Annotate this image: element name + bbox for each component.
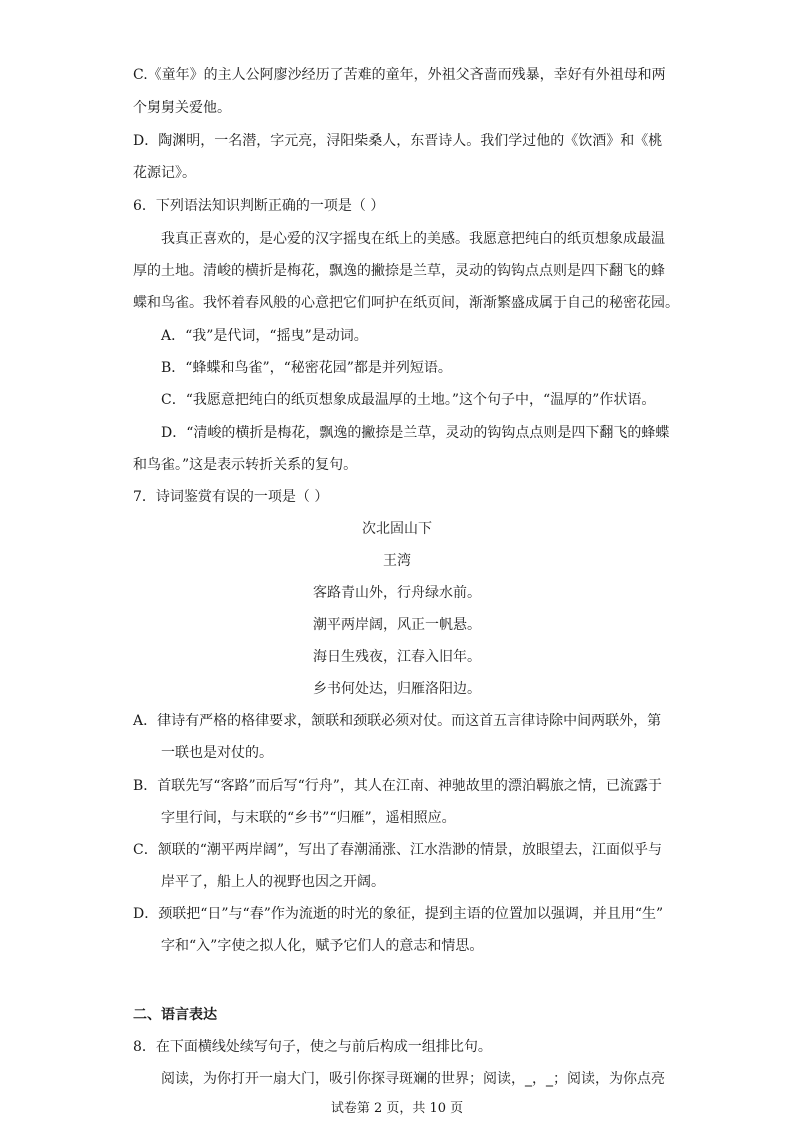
q5-option-d-line1: D．陶渊明，一名潜，字元亮，浔阳柴桑人，东晋诗人。我们学过他的《饮酒》和《桃 [133,133,663,149]
q5-option-c-line1: C.《童年》的主人公阿廖沙经历了苦难的童年，外祖父吝啬而残暴，幸好有外祖母和两 [133,67,666,83]
section-heading: 二、语言表达 [133,1007,217,1023]
poem-line-1: 客路青山外，行舟绿水前。 [313,585,481,601]
q6-passage-line2: 厚的土地。清峻的横折是梅花，飘逸的撇捺是兰草，灵动的钩钩点点则是四下翻飞的蜂 [133,263,665,279]
q6-passage-line3: 蝶和鸟雀。我怀着春风般的心意把它们呵护在纸页间，渐渐繁盛成属于自己的秘密花园。 [133,295,679,311]
q7-option-d-line2: 字和“入”字使之拟人化，赋予它们人的意志和情思。 [161,938,484,954]
q7-option-d-line1: D．颈联把“日”与“春”作为流逝的时光的象征，提到主语的位置加以强调，并且用“生” [133,906,664,922]
q8-stem: 8．在下面横线处续写句子，使之与前后构成一组排比句。 [133,1039,492,1055]
q6-stem: 6．下列语法知识判断正确的一项是（ ） [133,198,385,214]
q6-passage-line1: 我真正喜欢的，是心爱的汉字摇曳在纸上的美感。我愿意把纯白的纸页想象成最温 [161,231,665,247]
q7-stem: 7．诗词鉴赏有误的一项是（ ） [133,489,329,505]
q6-option-a: A．“我”是代词，“摇曳”是动词。 [161,328,368,344]
q6-option-d-line1: D．“清峻的横折是梅花，飘逸的撇捺是兰草，灵动的钩钩点点则是四下翻飞的蜂蝶 [161,425,670,441]
poem-author: 王湾 [383,553,411,569]
q7-option-c-line1: C．颔联的“潮平两岸阔”，写出了春潮涌涨、江水浩渺的情景，放眼望去，江面似乎与 [133,842,663,858]
poem-line-4: 乡书何处达，归雁洛阳边。 [313,681,481,697]
q7-option-b-line1: B．首联先写“客路”而后写“行舟”，其人在江南、神驰故里的漂泊羁旅之情，已流露于 [133,778,662,794]
q5-option-d-line2: 花源记》。 [133,165,196,181]
poem-title: 次北固山下 [362,521,432,537]
poem-line-2: 潮平两岸阔，风正一帆悬。 [313,617,481,633]
q5-option-c-line2: 个舅舅关爱他。 [133,100,231,116]
q8-passage: 阅读，为你打开一扇大门，吸引你探寻斑斓的世界；阅读，_，_；阅读，为你点亮 [161,1071,665,1087]
page-footer: 试卷第 2 页，共 10 页 [330,1101,464,1116]
q7-option-c-line2: 岸平了，船上人的视野也因之开阔。 [161,874,385,890]
poem-line-3: 海日生残夜，江春入旧年。 [313,649,481,665]
q6-option-c: C．“我愿意把纯白的纸页想象成最温厚的土地。”这个句子中，“温厚的”作状语。 [161,392,656,408]
q7-option-a-line2: 一联也是对仗的。 [161,745,273,761]
q6-option-d-line2: 和鸟雀。”这是表示转折关系的复句。 [133,457,358,473]
q7-option-a-line1: A．律诗有严格的格律要求，颔联和颈联必须对仗。而这首五言律诗除中间两联外，第 [133,713,662,729]
q7-option-b-line2: 字里行间，与末联的“乡书”“归雁”，遥相照应。 [161,810,456,826]
q6-option-b: B．“蜂蝶和鸟雀”，“秘密花园”都是并列短语。 [161,360,452,376]
